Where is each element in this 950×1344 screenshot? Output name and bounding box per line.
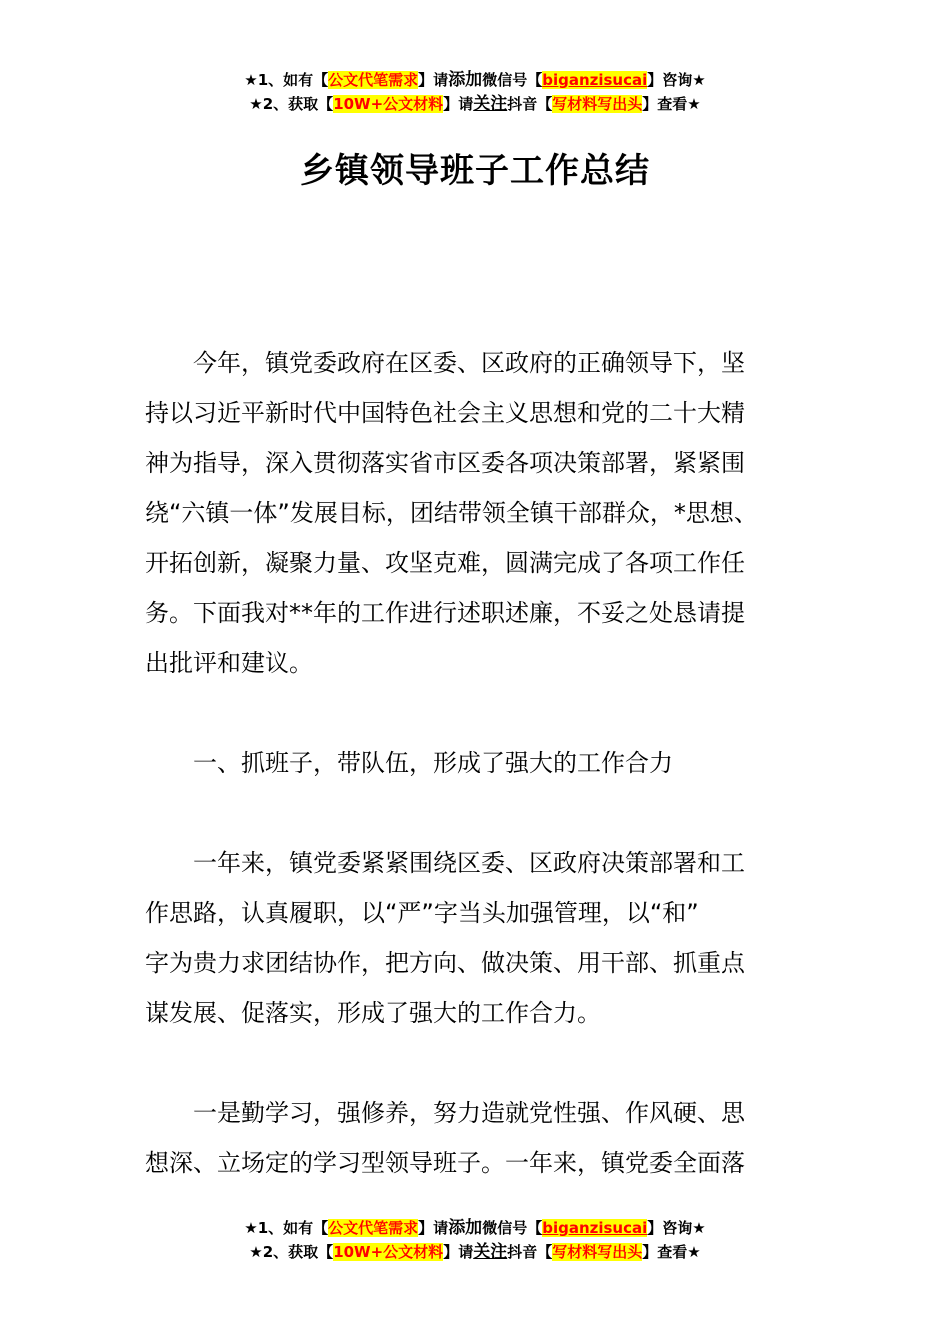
banner-text: 】查看★ — [642, 95, 701, 113]
banner-line-1 — [0, 68, 950, 92]
banner-text: 】请 — [418, 1219, 449, 1237]
text-line: 字为贵力求团结协作，把方向、做决策、用干部、抓重点 — [145, 949, 745, 977]
section-heading-1 — [145, 738, 810, 788]
banner-highlight: 公文代笔需求 — [328, 1219, 419, 1237]
banner-text: 】咨询★ — [647, 71, 706, 89]
banner-text: 】请 — [443, 1243, 474, 1261]
text-line: 持以习近平新时代中国特色社会主义思想和党的二十大精 — [145, 399, 745, 427]
banner-emphasis: 关注 — [473, 94, 508, 114]
banner-line-2 — [0, 1240, 950, 1264]
paragraph-intro — [145, 338, 810, 688]
banner-text: ★2、获取【 — [249, 1243, 334, 1261]
document-title: 乡镇领导班子工作总结 — [300, 151, 650, 191]
banner-text: 】请 — [443, 95, 474, 113]
text-line: 绕“六镇一体”发展目标，团结带领全镇干部群众，*思想、 — [145, 499, 758, 527]
paragraph-gap — [145, 1038, 810, 1088]
text-line: 一年来，镇党委紧紧围绕区委、区政府决策部署和工 — [145, 849, 745, 877]
text-line: 作思路，认真履职，以“严”字当头加强管理，以“和” — [145, 899, 699, 927]
document-body — [145, 338, 810, 1188]
text-line: 谋发展、促落实，形成了强大的工作合力。 — [145, 999, 601, 1027]
banner-line-2 — [0, 92, 950, 116]
paragraph-study — [145, 1088, 810, 1188]
banner-text: 微信号【 — [482, 71, 543, 89]
text-line: 神为指导，深入贯彻落实省市区委各项决策部署，紧紧围 — [145, 449, 745, 477]
text-line: 务。下面我对**年的工作进行述职述廉，不妥之处恳请提 — [145, 599, 745, 627]
text-line: 今年，镇党委政府在区委、区政府的正确领导下，坚 — [145, 349, 745, 377]
banner-highlight: 10W+公文材料 — [333, 1243, 444, 1261]
banner-text: ★2、获取【 — [249, 95, 334, 113]
banner-text: 】请 — [418, 71, 449, 89]
text-line: 一是勤学习，强修养，努力造就党性强、作风硬、思 — [145, 1099, 745, 1127]
banner-highlight: 写材料写出头 — [552, 95, 643, 113]
banner-wechat-id: biganzisucai — [542, 71, 648, 89]
header-banner — [0, 68, 950, 116]
banner-text: 】咨询★ — [647, 1219, 706, 1237]
paragraph-gap — [145, 788, 810, 838]
banner-emphasis: 添加 — [448, 70, 483, 90]
banner-highlight: 10W+公文材料 — [333, 95, 444, 113]
banner-emphasis: 添加 — [448, 1218, 483, 1238]
banner-text: 抖音【 — [507, 1243, 553, 1261]
banner-line-1 — [0, 1216, 950, 1240]
banner-text: 抖音【 — [507, 95, 553, 113]
banner-highlight: 公文代笔需求 — [328, 71, 419, 89]
banner-text: ★1、如有【 — [244, 71, 329, 89]
heading-line: 一、抓班子，带队伍，形成了强大的工作合力 — [145, 749, 673, 777]
footer-banner — [0, 1216, 950, 1264]
banner-text: 】查看★ — [642, 1243, 701, 1261]
banner-wechat-id: biganzisucai — [542, 1219, 648, 1237]
banner-emphasis: 关注 — [473, 1242, 508, 1262]
text-line: 开拓创新，凝聚力量、攻坚克难，圆满完成了各项工作任 — [145, 549, 745, 577]
paragraph-gap — [145, 688, 810, 738]
text-line: 出批评和建议。 — [145, 649, 313, 677]
banner-text: ★1、如有【 — [244, 1219, 329, 1237]
paragraph-section-1 — [145, 838, 810, 1038]
banner-text: 微信号【 — [482, 1219, 543, 1237]
banner-highlight: 写材料写出头 — [552, 1243, 643, 1261]
text-line: 想深、立场定的学习型领导班子。一年来，镇党委全面落 — [145, 1149, 745, 1177]
